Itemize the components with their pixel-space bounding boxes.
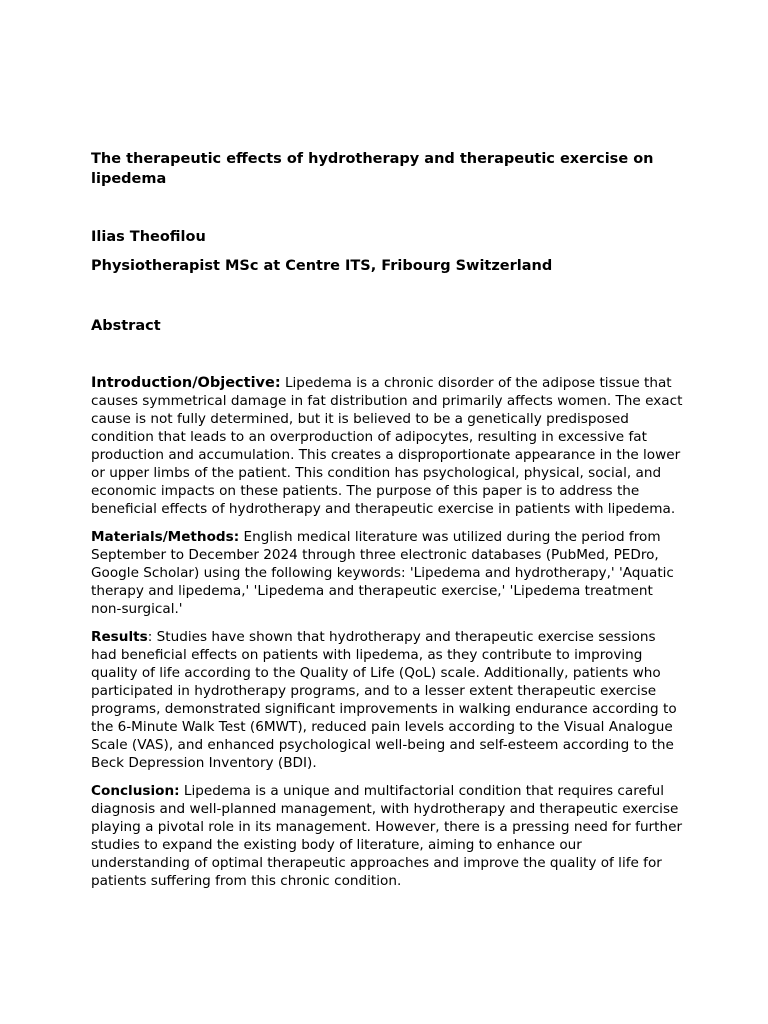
results-text: : Studies have shown that hydrotherapy and therapeutic exercise sessions had beneficial effects on patients with lipedema, as they contribute to improving quality of life according to the Quality of Life (QoL) scale. Additionally, patients who participated in hydrotherapy programs, and to a lesser extent therapeutic exercise programs, demonstrated significant improvements in walking endurance according to the 6-Minute Walk Test (6MWT), reduced pain levels according to the Visual Analogue Scale (VAS), and enhanced psychological well-being and self-esteem according to the Beck Depression Inventory (BDI). (91, 629, 677, 771)
introduction-text: Lipedema is a chronic disorder of the adipose tissue that causes symmetrical damage in fat distribution and primarily affects women. The exact cause is not fully determined, but it is believed to be a genetically predisposed condition that leads to an overproduction of adipocytes, resulting in excessive fat production and accumulation. This creates a disproportionate appearance in the lower or upper limbs of the patient. This condition has psychological, physical, social, and economic impacts on these patients. The purpose of this paper is to address the beneficial effects of hydrotherapy and therapeutic exercise in patients with lipedema. (91, 375, 683, 517)
results-paragraph (91, 628, 683, 772)
author-name: Ilias Theofilou (91, 229, 206, 245)
methods-paragraph (91, 528, 683, 618)
methods-text: English medical literature was utilized during the period from September to December 2024 through three electronic databases (PubMed, PEDro, Google Scholar) using the following keywords: 'Lipedema and hydrotherapy,' 'Aquatic therapy and lipedema,' 'Lipedema and therapeutic exercise,' 'Lipedema treatment non-surgical.' (91, 529, 674, 617)
methods-label: Materials/Methods: (91, 529, 240, 545)
conclusion-text: Lipedema is a unique and multifactorial condition that requires careful diagnosis and well-planned management, with hydrotherapy and therapeutic exercise playing a pivotal role in its management. However, there is a pressing need for further studies to expand the existing body of literature, aiming to enhance our understanding of optimal therapeutic approaches and improve the quality of life for patients suffering from this chronic condition. (91, 783, 683, 889)
author-affiliation: Physiotherapist MSc at Centre ITS, Fribourg Switzerland (91, 258, 553, 274)
introduction-paragraph (91, 374, 683, 518)
abstract-heading: Abstract (91, 318, 161, 334)
introduction-label: Introduction/Objective: (91, 375, 281, 391)
conclusion-paragraph (91, 782, 683, 890)
paper-title: The therapeutic effects of hydrotherapy and therapeutic exercise on lipedema (91, 151, 654, 187)
abstract-body (91, 374, 683, 900)
conclusion-label: Conclusion: (91, 783, 180, 799)
results-label: Results (91, 629, 148, 645)
